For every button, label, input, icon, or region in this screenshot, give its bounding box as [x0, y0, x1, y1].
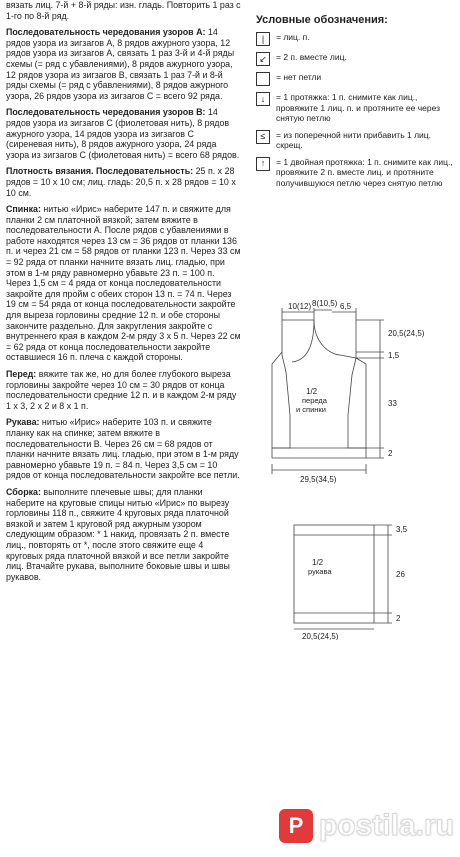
sleeve-body: нитью «Ирис» наберите 103 п. и свяжите планку как на спинке; затем вяжите в последовательности B. Через 26 см = 68 рядов от планки начните вязать лиц. гладью, при этом в 1-м ряду равномерно убавьте 19 п. = 84 п. Через 3,5 см = 10 рядов от конца последовательности закройте все петли. [6, 417, 240, 481]
legend-title: Условные обозначения: [256, 14, 388, 26]
sequence-b-body: 14 рядов узора из зигзагов С (фиолетовая нить), 8 рядов ажурного узора, 14 рядов узора из зигзагов C (сиреневая нить), 8 рядов ажурного узора, 24 ряда узора из зигзагов С (фиолетовая нить) = всего 68 рядов. [6, 107, 240, 160]
dim-right-2: 2 [388, 449, 393, 458]
legend-item-text: = 2 п. вместе лиц. [276, 52, 347, 62]
make-one-icon: ≤ [256, 130, 270, 144]
sleeve-schematic [280, 515, 450, 640]
legend-item [256, 52, 456, 66]
sleeve-title: Рукава: [6, 417, 40, 428]
front-body: вяжите так же, но для более глубокого выреза горловины закройте через 10 см = 30 рядов от конца последовательности средние 12 п. и в каждом 2-м ряду 1 x 3, 2 x 2 и 8 x 1 п. [6, 369, 237, 411]
double-decrease-icon: ↑ [256, 157, 270, 171]
legend-item [256, 130, 456, 151]
body-label-back: и спинки [296, 405, 326, 414]
dim-right-33: 33 [388, 399, 397, 408]
sequence-a-paragraph [6, 27, 241, 101]
sequence-b-title: Последовательность чередования узоров B: [6, 107, 206, 118]
legend-item-text: = 1 протяжка: 1 п. снимите как лиц., провяжите 1 лиц. п. и протяните ее через снятую петлю [276, 92, 441, 123]
body-schematic [250, 300, 460, 510]
legend-item-text: = из поперечной нити прибавить 1 лиц. скрещ. [276, 129, 432, 150]
legend-item [256, 72, 456, 86]
sleeve-label: рукава [308, 567, 332, 576]
legend-item [256, 157, 456, 189]
density-body: 25 п. x 28 рядов = 10 x 10 см; лиц. гладь: 20,5 п. x 28 рядов = 10 x 10 см. [6, 166, 236, 198]
sleeve-dim-length: 26 [396, 570, 405, 579]
assembly-paragraph [6, 487, 241, 582]
sleeve-dim-width: 20,5(24,5) [302, 632, 339, 640]
intro-paragraph [6, 0, 241, 21]
legend-item-text: = 1 двойная протяжка: 1 п. снимите как лиц., провяжите 2 п. вместе лиц. и протяните получившуюся петлю через снятую петлю [276, 156, 453, 188]
back-title: Спинка: [6, 204, 41, 215]
sleeve-dim-cuff: 2 [396, 614, 401, 623]
slip-knit-pass-icon: ↓ [256, 92, 270, 106]
dim-top-left: 10(12) [288, 302, 312, 311]
body-label-half: 1/2 [306, 387, 318, 396]
watermark-text: postila.ru [318, 809, 454, 842]
legend-item-text: = нет петли [276, 72, 322, 82]
postila-logo-icon: P [279, 809, 313, 843]
sleeve-label-half: 1/2 [312, 558, 324, 567]
legend-item [256, 92, 456, 124]
body-label-front: переда [302, 396, 327, 405]
back-paragraph [6, 204, 241, 363]
dim-top-right: 6,5 [340, 302, 352, 311]
watermark [279, 809, 454, 843]
sequence-b-paragraph [6, 107, 241, 160]
knit-two-together-icon: ↙ [256, 52, 270, 66]
dim-top-mid: 8(10,5) [312, 300, 338, 308]
density-paragraph [6, 166, 241, 198]
dim-right-armhole: 20,5(24,5) [388, 329, 425, 338]
assembly-body: выполните плечевые швы; для планки наберите на круговые спицы нитью «Ирис» по вырезу горловины 118 п., свяжите 4 круговых ряда платочной вязкой и затем 1 круговой ряд ажурным узором следующим образом: * 1 накид, провязать 2 п. вместе лиц., повторять от *, после этого свяжите еще 4 круговых ряда платочной вязкой и все петли закройте лиц. Втачайте рукава, выполните боковые швы и швы рукавов. [6, 486, 230, 582]
legend-item-text: = лиц. п. [276, 32, 310, 42]
dim-right-1-5: 1,5 [388, 351, 400, 360]
no-stitch-icon [256, 72, 270, 86]
dim-bottom-width: 29,5(34,5) [300, 475, 337, 484]
legend-column [256, 0, 456, 194]
legend-item [256, 32, 456, 46]
sequence-a-title: Последовательность чередования узоров А: [6, 27, 206, 38]
front-title: Перед: [6, 369, 37, 379]
back-body: нитью «Ирис» наберите 147 п. и свяжите для планки 2 см платочной вязкой; затем вяжите в последовательности А. После рядов с убавлениями в работе находятся через 13 см = 36 рядов от планки 136 п. и через 21 см = 58 рядов от планки 123 п. Через 33 см = 92 ряда от планки начните вязать лиц. гладью, при этом в 1-м ряду равномерно убавьте 23 п. = 100 п. Через 1,5 см = 4 ряда от конца последовательности закройте для пройм с обеих сторон 13 п. = 74 п. Через 19 см = 54 ряда от конца последовательности закройте для выреза горловины средние 12 п. и обе стороны закончите раздельно. Для закругления закройте с внутреннего края в каждом 2-м ряду 3 x 5 п. Через 22 см = 62 ряда от конца последовательности закройте оставшиеся 16 п. плеча с каждой стороны. [6, 204, 241, 363]
instructions-column [6, 0, 241, 588]
sequence-a-body: 14 рядов узора из зигзагов A, 8 рядов ажурного узора, 12 рядов узора из зигзагов A, связать 1 раз 3-й и 4-й ряды схемы (= ряд с убавлениями), 8 рядов ажурного узора, 12 рядов узора из зигзагов В, связать 1 раз 7-й и 8-й ряды схемы (= ряд с убавлениями), 8 рядов ажурного узора, 26 рядов узора из зигзагов C = всего 92 ряда. [6, 27, 235, 101]
assembly-title: Сборка: [6, 486, 41, 497]
intro-text: вязать лиц. 7-й + 8-й ряды: изн. гладь. Повторить 1 раз с 1-го по 8-й ряд. [6, 0, 241, 21]
knit-stitch-icon: | [256, 32, 270, 46]
front-paragraph [6, 369, 241, 411]
sleeve-dim-top: 3,5 [396, 525, 408, 534]
density-title: Плотность вязания. Последовательность: [6, 166, 194, 177]
sleeve-paragraph [6, 417, 241, 481]
